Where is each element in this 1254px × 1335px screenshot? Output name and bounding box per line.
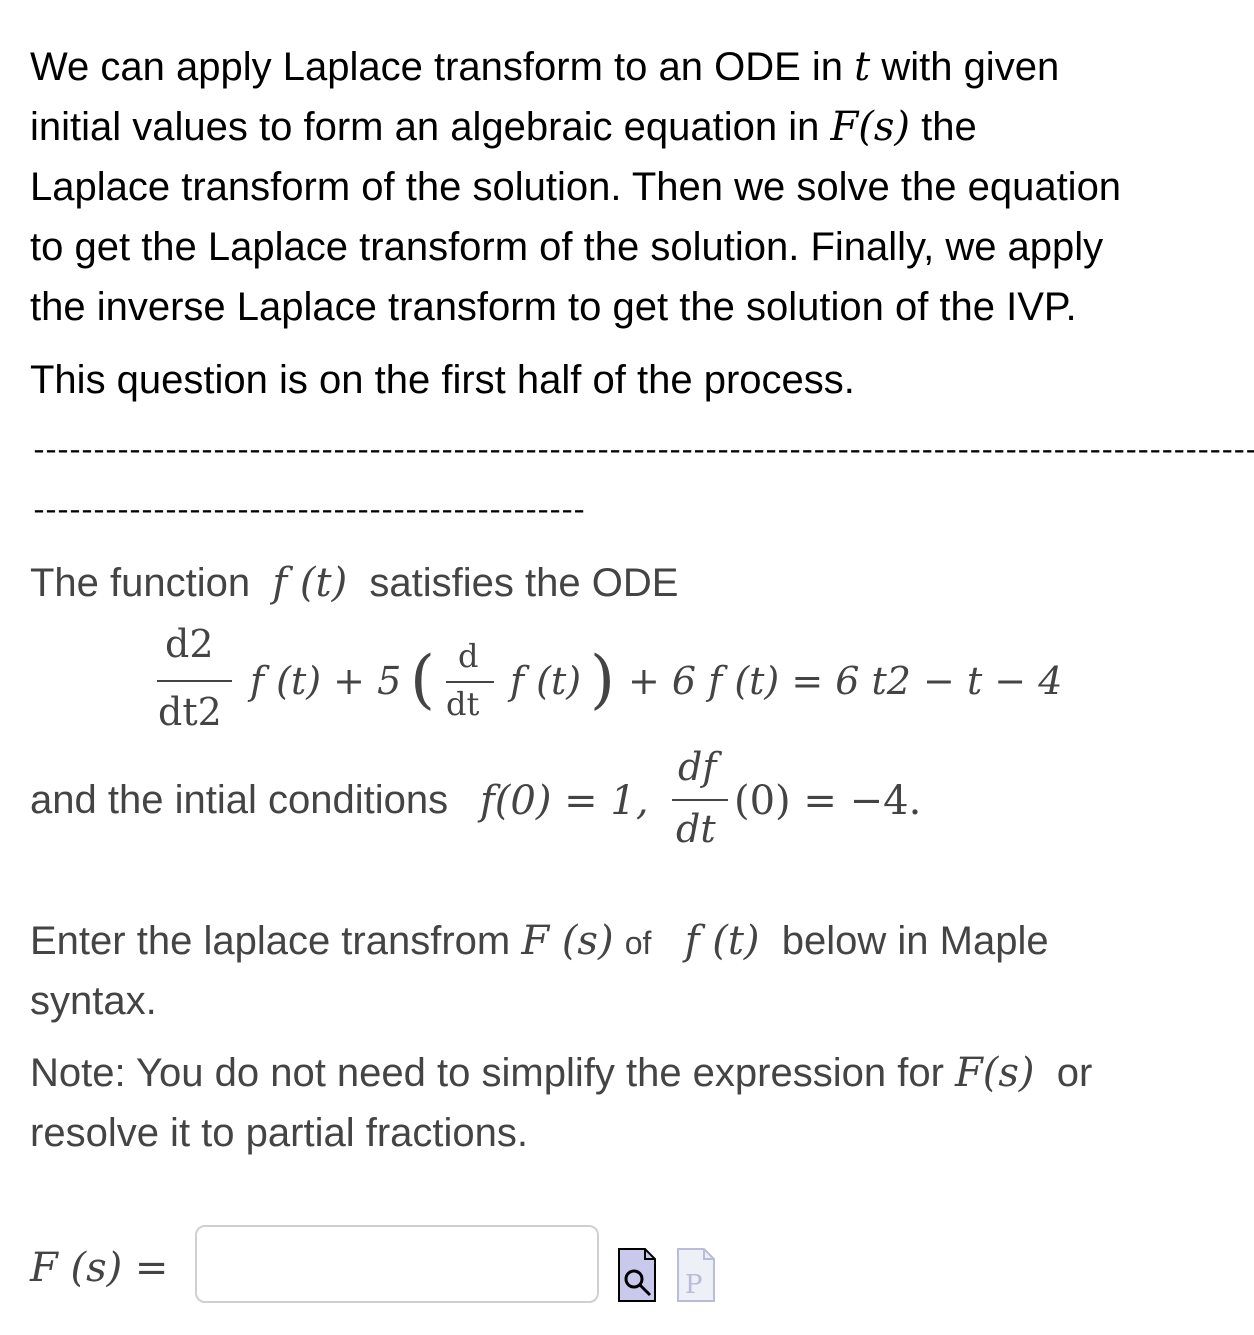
intro-line-5: the inverse Laplace transform to get the solution of the IVP. [30, 285, 1077, 329]
d-fraction-bar [446, 681, 494, 683]
ic-1: f(0) = 1, [480, 778, 649, 824]
preview-icon[interactable] [617, 1247, 657, 1303]
d2-fraction-bar [157, 680, 232, 682]
answer-input[interactable] [195, 1225, 599, 1303]
ic-2-fraction-bar [672, 799, 728, 801]
answer-label: F (s) = [30, 1245, 169, 1291]
note-line-2: resolve it to partial fractions. [30, 1111, 528, 1155]
ode-term-3: + 6 f (t) = 6 t2 − t − 4 [628, 659, 1063, 703]
intro-note: This question is on the first half of the process. [30, 358, 855, 402]
instructions-line-2: syntax. [30, 979, 157, 1023]
separator-line-1: ------------------------------------------------------------------------------------------------------ [30, 435, 1254, 469]
note-line-1: Note: You do not need to simplify the expression for F(s) or [30, 1050, 1093, 1096]
intro-line-3: Laplace transform of the solution. Then we solve the equation [30, 165, 1122, 209]
right-paren: ) [590, 643, 615, 717]
intro-line-2: initial values to form an algebraic equation in F(s) the [30, 104, 977, 150]
intro-line-1: We can apply Laplace transform to an ODE in t with given [30, 44, 1060, 90]
svg-text:P: P [685, 1270, 703, 1300]
ic-2-denominator: dt [676, 807, 716, 851]
ode-term-2: f (t) [510, 659, 582, 703]
formula-help-icon[interactable] [676, 1247, 716, 1303]
left-paren: ( [410, 643, 435, 717]
intro-line-4: to get the Laplace transform of the solution. Finally, we apply [30, 225, 1104, 269]
d2-denominator: dt2 [158, 690, 222, 734]
ic-2-tail: (0) = −4. [734, 778, 922, 824]
d-numerator: d [458, 637, 479, 675]
instructions-line-1: Enter the laplace transfrom F (s) of f (t) below in Maple [30, 918, 1049, 964]
ic-2-numerator: df [678, 745, 717, 789]
separator-line-2: ---------------------------------------------- [30, 495, 583, 529]
d2-numerator: d2 [165, 622, 214, 666]
problem-intro: The function f (t) satisfies the ODE [30, 560, 679, 606]
ic-label: and the intial conditions [30, 778, 449, 822]
d-denominator: dt [446, 685, 480, 723]
ode-term-1: f (t) + 5 [250, 659, 402, 703]
